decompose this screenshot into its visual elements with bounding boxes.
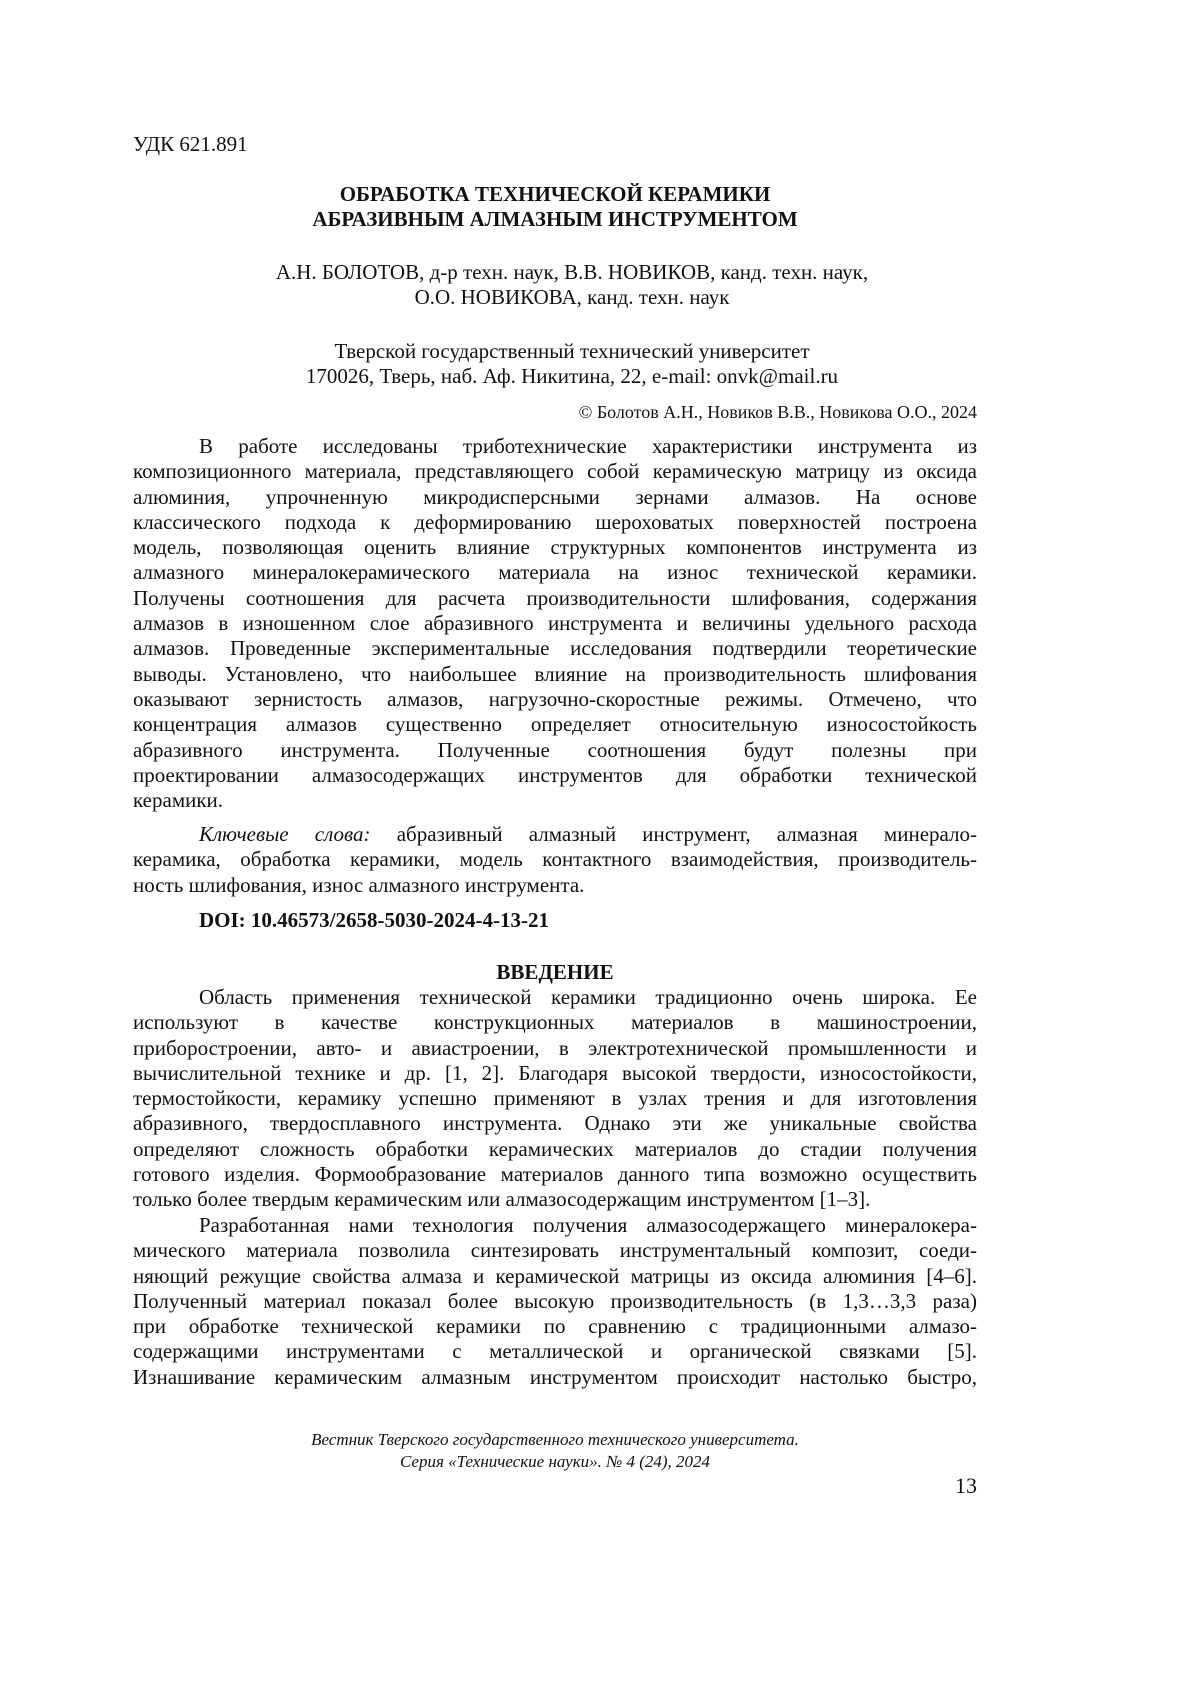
article-title [133,182,977,233]
footer-line: Вестник Тверского государственного технического университета. [311,1430,799,1449]
authors [150,260,994,311]
abstract [133,434,977,813]
text-line: алюминия, упрочненную микродисперсными зернами алмазов. На основе [133,484,977,509]
text-line: абразивного инструмента. Полученные соотношения будут полезны при [133,737,977,762]
affiliation-line: Тверской государственный технический университет [334,339,810,363]
affiliation [150,339,994,390]
text-line: Изнашивание керамическим алмазным инструментом происходит настолько быстро, [133,1364,977,1389]
text-line: Область применения технической керамики традиционно очень широка. Ее [199,985,977,1009]
section-heading: ВВЕДЕНИЕ [496,960,614,984]
text-line: оказывают зернистость алмазов, нагрузочно-скоростные режимы. Отмечено, что [133,686,977,711]
text-line: модель, позволяющая оценить влияние структурных компонентов инструмента из [133,535,977,560]
footer-line: Серия «Технические науки». № 4 (24), 2024 [399,1452,711,1471]
text-line: при обработке технической керамики по сравнению с традиционными алмазо- [133,1314,977,1339]
text-line: керамики. [133,788,224,813]
text-line: термостойкости, керамику успешно применяют в узлах трения и для изготовления [133,1086,977,1111]
text-line: классического подхода к деформированию шероховатых поверхностей построена [133,509,977,534]
paragraph-1 [133,985,977,1213]
keywords-text: абразивный алмазный инструмент, алмазная минерало- [396,822,977,846]
title-line: ОБРАБОТКА ТЕХНИЧЕСКОЙ КЕРАМИКИ [339,182,771,206]
text-line: определяют сложность обработки керамических материалов до стадии получения [133,1136,977,1161]
page-number: 13 [955,1473,977,1498]
authors-line: А.Н. БОЛОТОВ, д-р техн. наук, В.В. НОВИКОВ, канд. техн. наук, [275,260,869,284]
paragraph-2 [133,1213,977,1390]
text-line: выводы. Установлено, что наибольшее влияние на производительность шлифования [133,661,977,686]
text-line: Полученный материал показал более высокую производительность (в 1,3…3,3 раза) [133,1288,977,1313]
title-line: АБРАЗИВНЫМ АЛМАЗНЫМ ИНСТРУМЕНТОМ [312,207,798,232]
authors-line: О.О. НОВИКОВА, канд. техн. наук [414,285,730,310]
text-line: только более твердым керамическим или алмазосодержащим инструментом [1–3]. [133,1187,871,1212]
keywords-label: Ключевые слова: [199,822,371,846]
text-line: приборостроении, авто- и авиастроении, в электротехнической промышленности и [133,1035,977,1060]
text-line: вычислительной технике и др. [1, 2]. Благодаря высокой твердости, износостойкости, [133,1060,977,1085]
text-line: алмазов. Проведенные экспериментальные исследования подтвердили теоретические [133,636,977,661]
text-line: готового изделия. Формообразование материалов данного типа возможно осуществить [133,1162,977,1187]
text-line: используют в качестве конструкционных материалов в машиностроении, [133,1010,977,1035]
copyright: © Болотов А.Н., Новиков В.В., Новикова О.О., 2024 [578,402,977,422]
text-line: няющий режущие свойства алмаза и керамической матрицы из оксида алюминия [4–6]. [133,1263,977,1288]
text-line: мического материала позволила синтезировать инструментальный композит, соеди- [133,1238,977,1263]
affiliation-line: 170026, Тверь, наб. Аф. Никитина, 22, e-mail: onvk@mail.ru [305,364,839,389]
doi: DOI: 10.46573/2658-5030-2024-4-13-21 [199,908,549,932]
text-line: композиционного материала, представляющего собой керамическую матрицу из оксида [133,459,977,484]
text-line: В работе исследованы триботехнические характеристики инструмента из [199,434,977,458]
text-line: содержащими инструментами с металлической и органической связками [5]. [133,1339,977,1364]
journal-footer [133,1429,977,1473]
keywords-line: ность шлифования, износ алмазного инструмента. [133,872,585,897]
text-line: абразивного, твердосплавного инструмента. Однако эти же уникальные свойства [133,1111,977,1136]
keywords-line: керамика, обработка керамики, модель контактного взаимодействия, производитель- [133,847,977,872]
text-line: алмазного минералокерамического материала на износ технической керамики. [133,560,977,585]
text-line: концентрация алмазов существенно определяет относительную износостойкость [133,712,977,737]
text-line: Получены соотношения для расчета производительности шлифования, содержания [133,585,977,610]
udk-code: УДК 621.891 [133,132,248,156]
text-line: проектировании алмазосодержащих инструментов для обработки технической [133,762,977,787]
text-line: алмазов в изношенном слое абразивного инструмента и величины удельного расхода [133,611,977,636]
text-line: Разработанная нами технология получения алмазосодержащего минералокера- [199,1213,977,1237]
keywords [133,822,977,898]
